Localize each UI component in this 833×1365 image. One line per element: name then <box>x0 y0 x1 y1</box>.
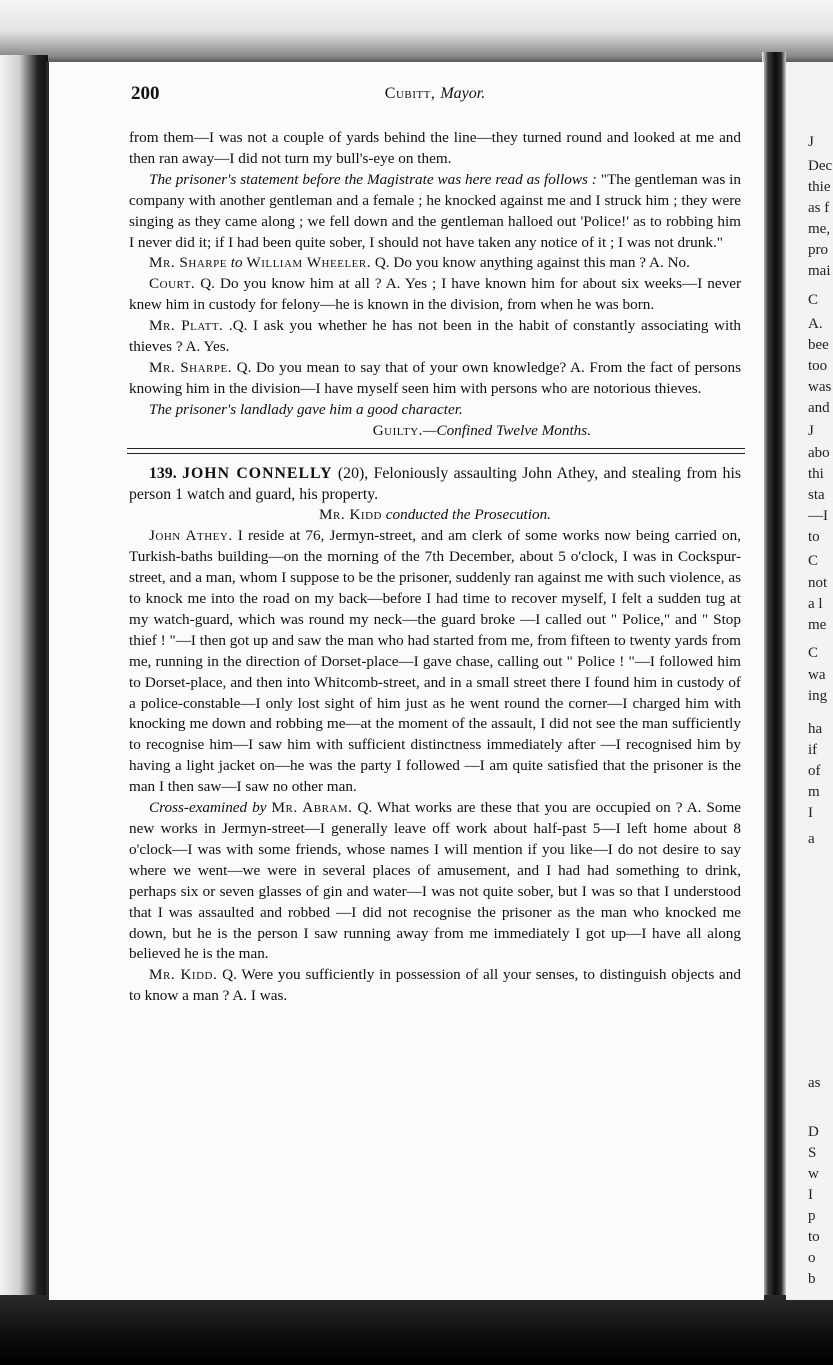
adjacent-page-text-fragment: not <box>808 575 828 591</box>
defendant-age: (20), <box>332 464 369 482</box>
adjacent-page-text-fragment: abo <box>808 445 830 461</box>
adjacent-page-text-fragment: —I <box>808 508 828 524</box>
exchange-text: .Q. I ask you whether he has not been in the habit of constantly associating with thieves ? A. Yes. <box>129 317 742 356</box>
adjacent-page-text-fragment: of <box>808 763 821 779</box>
scan-bottom-edge <box>0 1295 833 1365</box>
page-number: 200 <box>131 83 160 104</box>
adjacent-page-text-fragment: to <box>808 1229 820 1245</box>
exchange-platt <box>129 316 741 358</box>
adjacent-page-text-fragment: thie <box>808 179 831 195</box>
adjacent-page-text-fragment: a l <box>808 596 823 612</box>
adjacent-page-text-fragment: p <box>808 1208 816 1224</box>
adjacent-page-text-fragment: A. <box>808 316 823 332</box>
adjacent-page-text-fragment: bee <box>808 337 829 353</box>
adjacent-page-text-fragment: w <box>808 1166 819 1182</box>
adjacent-page-text-fragment: I <box>808 805 813 821</box>
running-title <box>129 84 741 105</box>
prosecution-text: conducted the Prosecution. <box>381 506 551 524</box>
defendant-name: JOHN CONNELLY <box>182 464 333 482</box>
adjacent-page-text-fragment: a <box>808 831 815 847</box>
character-note <box>129 400 741 421</box>
case-heading <box>129 464 741 506</box>
adjacent-page-text-fragment: thi <box>808 466 824 482</box>
running-head <box>129 84 741 110</box>
speaker-to: to <box>230 254 243 272</box>
prisoner-statement <box>129 170 741 254</box>
adjacent-page-text-fragment: sta <box>808 487 825 503</box>
exchange-sharpe-wheeler <box>129 253 741 274</box>
verdict <box>129 421 741 442</box>
exchange-court <box>129 274 741 316</box>
witness-speaker: John Athey. <box>149 527 233 545</box>
adjacent-page-text-fragment: Dec <box>808 158 833 174</box>
verdict-guilty: Guilty. <box>372 421 423 439</box>
exchange-text: Q. Do you know him at all ? A. Yes ; I have known him for about six weeks—I never knew him in custody for felony—he is known in the division, from when he was born. <box>129 275 741 314</box>
adjacent-page-text-fragment: and <box>808 400 830 416</box>
exchange-text: Q. Do you know anything against this man ? A. No. <box>371 254 690 272</box>
book-page <box>46 62 764 1300</box>
testimony-athey <box>129 526 741 798</box>
adjacent-page-text-fragment: I <box>808 1187 813 1203</box>
adjacent-page-text-fragment: C <box>808 645 819 661</box>
running-title-name: Cubitt, <box>384 85 436 102</box>
adjacent-page-text-fragment: C <box>808 553 819 569</box>
adjacent-page-text-fragment: me <box>808 617 827 633</box>
speaker: Mr. Kidd. <box>149 966 218 984</box>
cross-counsel: Mr. Abram. <box>271 799 353 817</box>
speaker: Mr. Sharpe. <box>149 358 233 376</box>
adjacent-page-text-fragment: as f <box>808 200 830 216</box>
adjacent-page-text-fragment: J <box>808 134 814 150</box>
speaker: Court. <box>149 275 196 293</box>
adjacent-page-text-fragment: S <box>808 1145 817 1161</box>
testimony-text: I reside at 76, Jermyn-street, and am clerk of some works now being carried on, Turkish-baths building—on the morning of the 7th December, about 5 o'clock, I was in Cockspur-street, and a man, whom I suppose to be the prisoner, suddenly ran against me with such violence, as to knock me into the road on my back—before I had time to recover myself, I felt a sudden tug at my watch-guard, which was round my neck—the guard broke —I called out " Police," and " Stop thief ! "—I then got up and saw the man who had started from me, from fifteen to twenty yards from me, running in the direction of Dorset-place—I gave chase, calling out " Police ! "—I followed him to Dorset-place, and then into Whitcomb-street, and in a small street there I found him in custody of a police-constable—I only lost sight of him just as he went round the corner—I charged him with knocking me down and robbing me—at the moment of the assault, I did not see the man sufficiently to recognise him—I saw him with sufficient distinctness immediately after —I recognised him by having a light jacket on—he was the party I followed —I am quite satisfied that the prisoner is the man I then saw—I saw no other man. <box>129 527 741 796</box>
adjacent-page-text-fragment: if <box>808 742 818 758</box>
adjacent-page-text-fragment: C <box>808 292 819 308</box>
page-text <box>129 84 741 1007</box>
cross-text: Q. What works are these that you are occupied on ? A. Some new works in Jermyn-street—I generally leave off work about half-past 5—I left home about 8 o'clock—I was with some friends, whose names I will mention if you like—I do not desire to say where we went—we were in several places of amusement, and I had had something to drink, perhaps six or seven glasses of gin and water—I was not quite sober, but I was so that I understood that I was assaulted and robbed —I did not recognise the prisoner as the man who knocked me down, but he is the person I saw running away from me immediately I got up—I have all along believed he is the man. <box>129 799 742 963</box>
exchange-text: Q. Were you sufficiently in possession of all your senses, to distinguish objects and to know a man ? A. I was. <box>129 966 741 1005</box>
adjacent-page-text-fragment: m <box>808 784 820 800</box>
adjacent-page-text-fragment: b <box>808 1271 816 1287</box>
book-spine <box>762 52 786 1302</box>
scan-left-edge <box>0 55 48 1365</box>
adjacent-page-text-fragment: o <box>808 1250 816 1266</box>
witness-name: William Wheeler. <box>246 254 372 272</box>
exchange-kidd <box>129 965 741 1007</box>
adjacent-page-text-fragment: mai <box>808 263 831 279</box>
statement-intro: The prisoner's statement before the Magistrate was here read as follows : <box>149 170 597 188</box>
adjacent-page-text-fragment: was <box>808 379 832 395</box>
case-number: 139. <box>149 464 177 482</box>
case-divider <box>127 448 745 454</box>
prosecution-counsel: Mr. Kidd <box>319 506 382 524</box>
scan-top-edge <box>0 0 833 70</box>
charge-text: Feloniously assaulting John Athey, and stealing from his person 1 watch and guard, his property. <box>129 464 741 503</box>
speaker: Mr. Platt. <box>149 317 224 335</box>
adjacent-page-text-fragment: ha <box>808 721 823 737</box>
adjacent-page-text-fragment: to <box>808 529 820 545</box>
verdict-sentence: —Confined Twelve Months. <box>422 421 591 439</box>
running-title-suffix: Mayor. <box>440 85 486 102</box>
prosecution-line <box>129 505 741 526</box>
adjacent-page-text-fragment: wa <box>808 667 826 683</box>
speaker: Mr. Sharpe <box>149 254 227 272</box>
character-note-text: The prisoner's landlady gave him a good character. <box>149 400 463 418</box>
exchange-sharpe <box>129 358 741 400</box>
adjacent-page-text-fragment: as <box>808 1075 821 1091</box>
adjacent-page-text-fragment: pro <box>808 242 828 258</box>
statement-text: "The gentleman was in company with another gentleman and a female ; he knocked against me and I struck him ; they were singing as they came along ; we fell down and the gentleman halloed out 'Police!' as to robbing him I never did it; if I had been quite sober, I should not have taken any notice of it ; I was not drunk." <box>129 170 741 251</box>
paragraph-continuation: from them—I was not a couple of yards behind the line—they turned round and looked at me and then ran away—I did not turn my bull's-eye on them. <box>129 129 741 167</box>
adjacent-page-text-fragment: J <box>808 423 814 439</box>
adjacent-page-text-fragment: too <box>808 358 828 374</box>
exchange-text: Q. Do you mean to say that of your own knowledge? A. From the fact of persons knowing him in the division—I have myself seen him with persons who are notorious thieves. <box>129 358 741 397</box>
cross-intro: Cross-examined by <box>149 799 267 817</box>
adjacent-page-fragment <box>786 62 833 1300</box>
cross-examination <box>129 798 741 965</box>
adjacent-page-text-fragment: ing <box>808 688 828 704</box>
adjacent-page-text-fragment: D <box>808 1124 819 1140</box>
adjacent-page-text-fragment: me, <box>808 221 831 237</box>
